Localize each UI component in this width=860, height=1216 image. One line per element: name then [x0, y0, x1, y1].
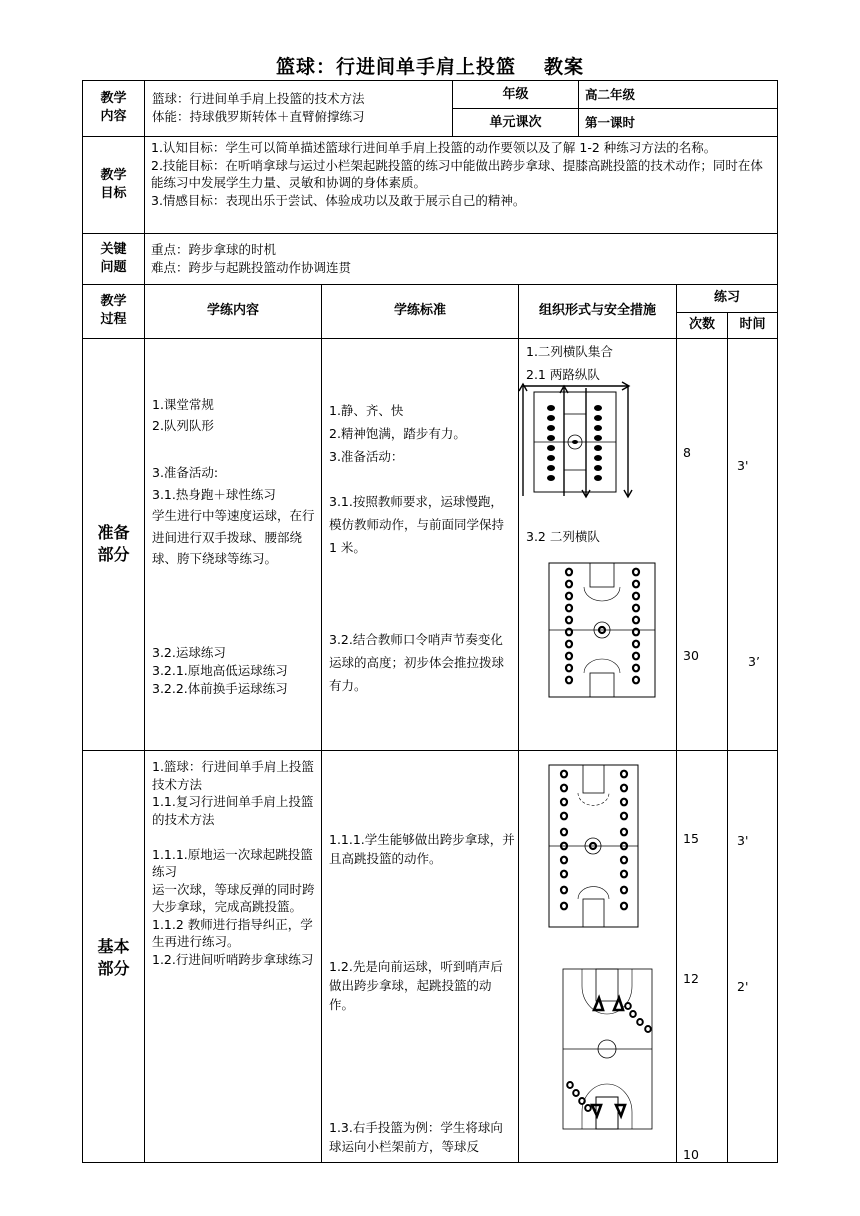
- goals-text: 1.认知目标：学生可以简单描述篮球行进间单手肩上投篮的动作要领以及了解 1-2 种练习方法的名称。 2.技能目标：在听哨拿球与运过小栏架起跳投篮的练习中能做出跨步拿球、提膝高跳投篮的技术动作；同时在体能练习中发展学生力量、灵敏和协调的身体素质。 3.情感目标：表现出乐于尝试、体验成功以及敢于展示自己的精神。: [151, 140, 763, 208]
- title-suffix: 教案: [544, 56, 585, 78]
- col-standard: 学练标准: [393, 303, 446, 318]
- basic-times-2: 12: [683, 971, 699, 986]
- basic-duration-1: 3': [737, 833, 749, 848]
- prep-content-a: 1.课堂常规 2.队列队形: [152, 397, 214, 433]
- spot-shooting-diagram: [548, 764, 640, 928]
- prep-duration-1: 3': [737, 458, 749, 473]
- basic-standard-a: 1.1.1.学生能够做出跨步拿球，并且高跳投篮的动作。: [329, 832, 515, 866]
- grade-value: 高二年级: [585, 87, 636, 102]
- basic-label: 基本 部分: [97, 937, 130, 978]
- title-main: 篮球：行进间单手肩上投篮: [275, 56, 516, 78]
- prep-org-c: 3.2 二列横队: [526, 529, 600, 544]
- col-org: 组织形式与安全措施: [538, 303, 656, 318]
- prep-times-1: 8: [683, 445, 691, 460]
- prep-standard-b: 3.1.按照教师要求，运球慢跑，模仿教师动作，与前面同学保持 1 米。: [329, 494, 505, 555]
- prep-duration-2: 3’: [748, 654, 760, 669]
- prep-content-b: 3.准备活动: 3.1.热身跑＋球性练习 学生进行中等速度运球，在行进间进行双手拨球、腰部绕球、胯下绕球等练习。: [152, 465, 315, 566]
- basic-standard-b: 1.2.先是向前运球，听到哨声后做出跨步拿球，起跳投篮的动作。: [329, 959, 503, 1012]
- basic-times-3: 10: [683, 1147, 699, 1162]
- teaching-content: 篮球：行进间单手肩上投篮的技术方法 体能：持球俄罗斯转体＋直臂俯撑练习: [152, 91, 365, 124]
- whistle-catch-drill-diagram: [562, 968, 656, 1130]
- key-text: 重点：跨步拿球的时机 难点：跨步与起跳投篮动作协调连贯: [151, 242, 352, 275]
- prep-label: 准备 部分: [97, 523, 130, 564]
- line-formation-diagram: [548, 562, 658, 698]
- unit-label: 单元课次: [489, 115, 542, 130]
- unit-value: 第一课时: [585, 115, 636, 130]
- col-practice: 练习: [713, 290, 740, 305]
- prep-standard-c: 3.2.结合教师口令哨声节奏变化运球的高度；初步体会推拉拨球有力。: [329, 632, 505, 693]
- goals-label: 教学 目标: [100, 168, 127, 201]
- teaching-content-label: 教学 内容: [100, 91, 127, 124]
- col-content: 学练内容: [206, 303, 259, 318]
- page-title: [0, 52, 860, 79]
- col-process: 教学 过程: [100, 294, 127, 327]
- col-times: 次数: [688, 317, 715, 332]
- grade-label: 年级: [502, 87, 529, 102]
- basic-duration-2: 2': [737, 979, 749, 994]
- prep-times-2: 30: [683, 648, 699, 663]
- prep-standard-a: 1.静、齐、快 2.精神饱满，踏步有力。 3.准备活动：: [329, 403, 466, 464]
- col-duration: 时间: [739, 317, 766, 332]
- basic-times-1: 15: [683, 831, 699, 846]
- basic-standard-c: 1.3.右手投篮为例：学生将球向球运向小栏架前方，等球反: [329, 1120, 503, 1154]
- prep-content-c: 3.2.运球练习 3.2.1.原地高低运球练习 3.2.2.体前换手运球练习: [152, 645, 288, 696]
- prep-org-a: 1.二列横队集合: [526, 344, 613, 359]
- prep-org-b: 2.1 两路纵队: [526, 367, 600, 382]
- two-column-formation-diagram: [518, 378, 634, 502]
- key-label: 关键 问题: [100, 242, 127, 275]
- basic-content: 1.篮球：行进间单手肩上投篮技术方法 1.1.复习行进间单手肩上投篮的技术方法 1.1.1.原地运一次球起跳投篮练习 运一次球，等球反弹的同时跨大步拿球，完成高跳投篮。 1.1.2 教师进行指导纠正，学生再进行练习。 1.2.行进间听哨跨步拿球练习: [152, 759, 315, 967]
